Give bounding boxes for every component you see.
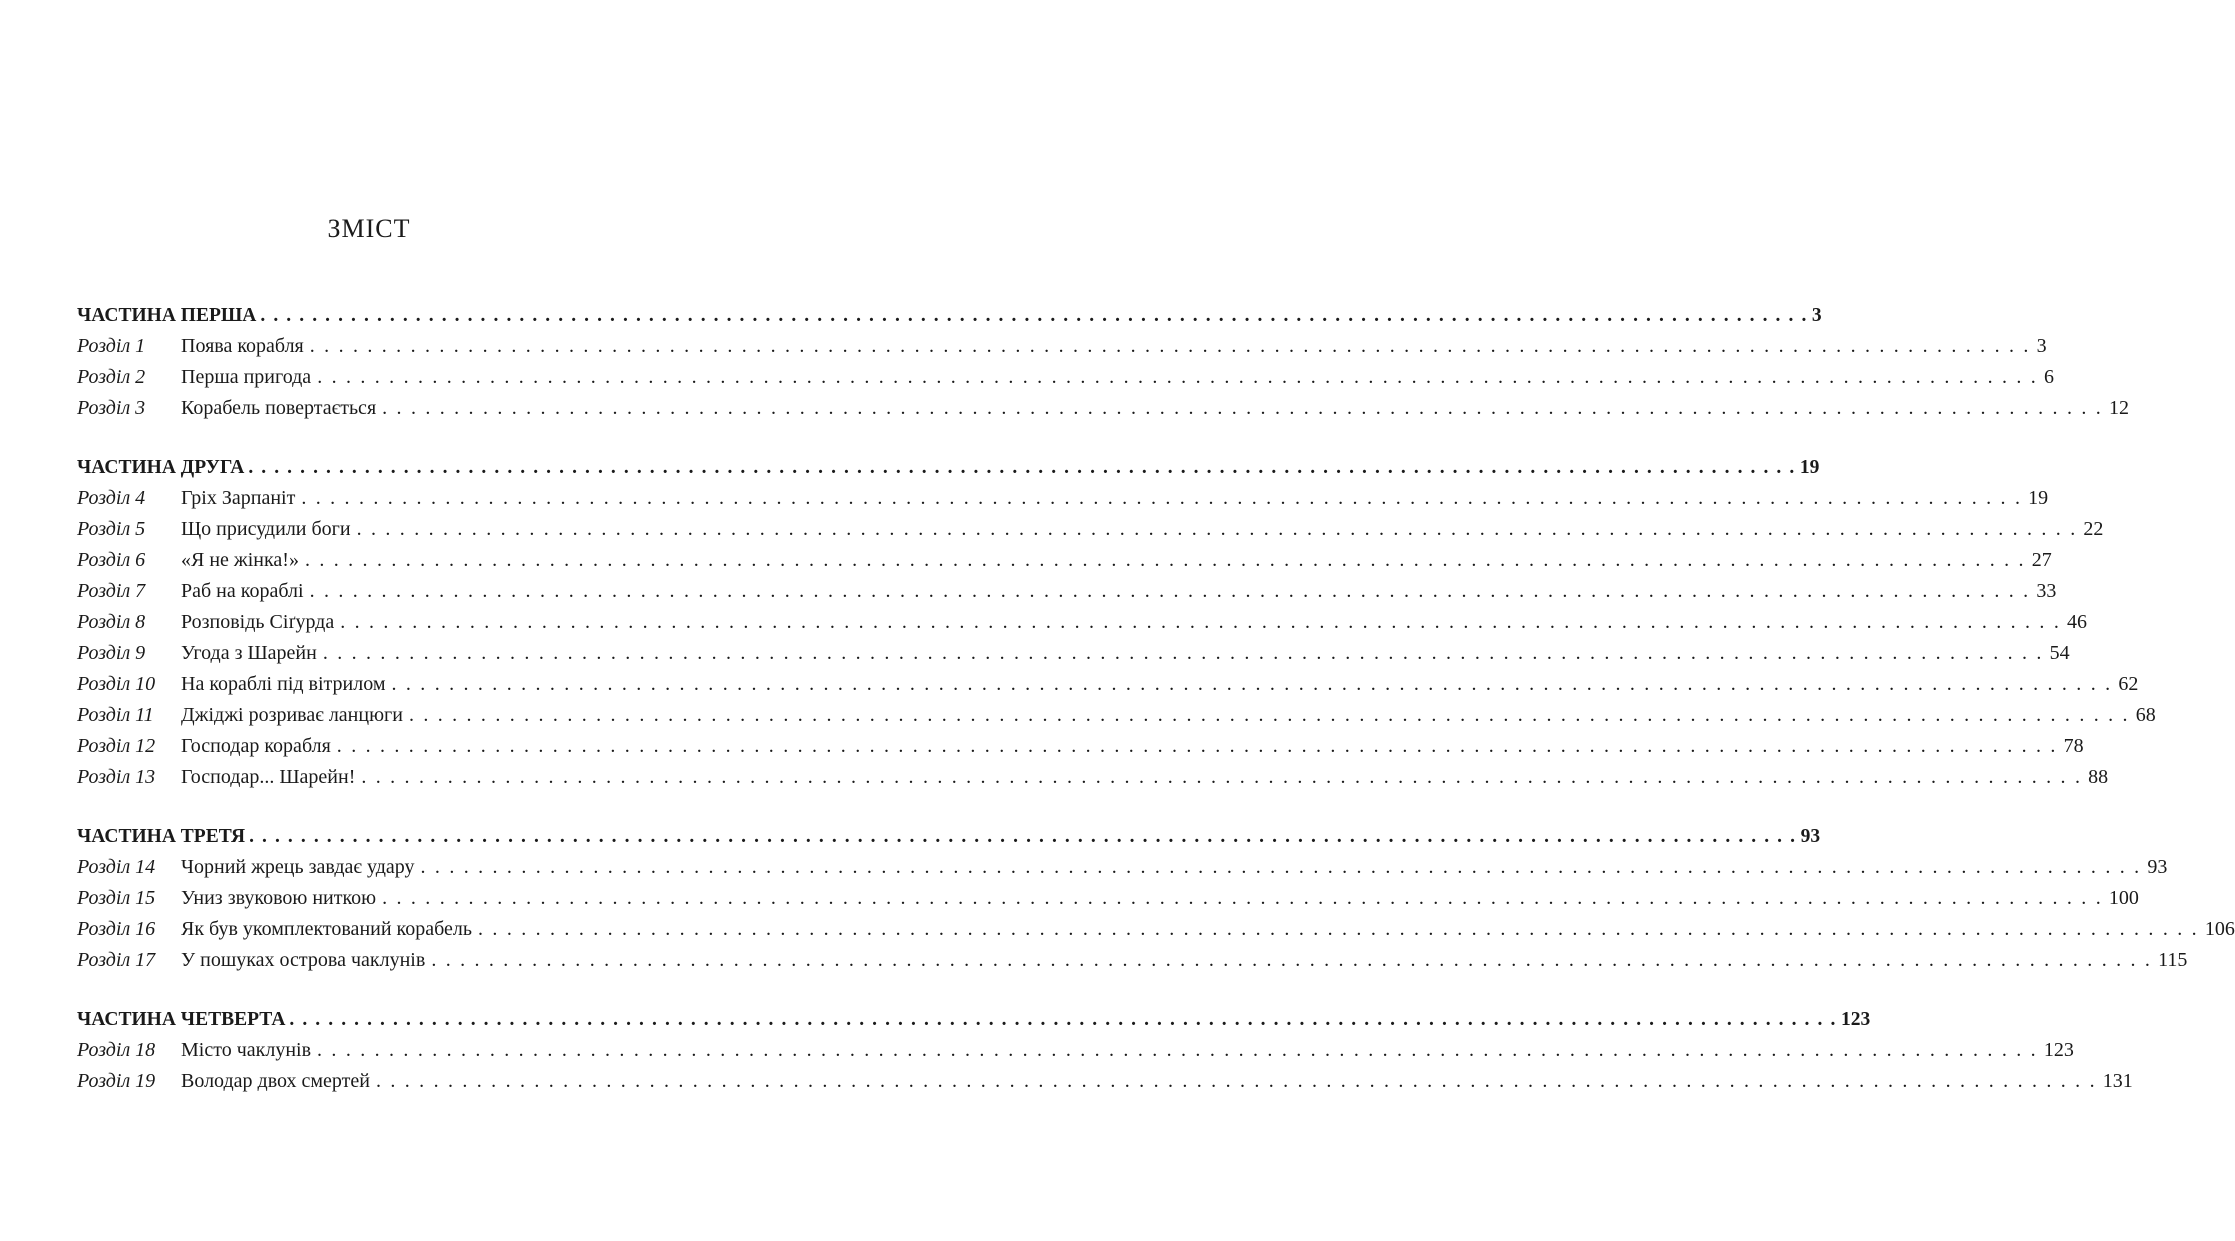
dot-leader: . . . . . . . . . . . . . . . . . . . . . . . . . . . . . . . . . . . . . . . . . . . . . . . . . . . . . . . . . . . . . . . . . . . . . . . . . . . . . . . . . . . . . . . . . . . . . . . . . . . . . . . . . . . . . . . . . . . . . . . .: [336, 735, 2058, 757]
chapter-page-number: 68: [2135, 704, 2156, 726]
part-title: ЧАСТИНА ПЕРША: [77, 305, 257, 326]
chapter-label: Розділ 2: [77, 366, 146, 388]
chapter-label: Розділ 13: [77, 766, 156, 788]
chapter-page-number: 19: [2028, 487, 2049, 509]
chapter-entry[interactable]: [77, 852, 2168, 883]
chapter-title: Господар... Шарейн!: [181, 766, 356, 788]
part-heading[interactable]: [77, 300, 1822, 331]
dot-leader: . . . . . . . . . . . . . . . . . . . . . . . . . . . . . . . . . . . . . . . . . . . . . . . . . . . . . . . . . . . . . . . . . . . . . . . . . . . . . . . . . . . . . . . . . . . . . . . . . . . . . . . . . . . . . . . . . . . . . . . .: [260, 305, 1808, 326]
dot-leader: . . . . . . . . . . . . . . . . . . . . . . . . . . . . . . . . . . . . . . . . . . . . . . . . . . . . . . . . . . . . . . . . . . . . . . . . . . . . . . . . . . . . . . . . . . . . . . . . . . . . . . . . . . . . . . . . . . . . . . . .: [382, 887, 2103, 909]
toc-part: [77, 452, 2156, 793]
chapter-title: Раб на кораблі: [181, 580, 304, 602]
part-title: ЧАСТИНА ДРУГА: [77, 457, 245, 478]
dot-leader: . . . . . . . . . . . . . . . . . . . . . . . . . . . . . . . . . . . . . . . . . . . . . . . . . . . . . . . . . . . . . . . . . . . . . . . . . . . . . . . . . . . . . . . . . . . . . . . . . . . . . . . . . . . . . . . . . . . . . . . .: [408, 704, 2130, 726]
chapter-title: Угода з Шарейн: [181, 642, 317, 664]
chapter-title: Як був укомплектований корабель: [181, 918, 473, 940]
chapter-entry[interactable]: [77, 331, 2047, 362]
chapter-title: Перша пригода: [181, 366, 312, 388]
dot-leader: . . . . . . . . . . . . . . . . . . . . . . . . . . . . . . . . . . . . . . . . . . . . . . . . . . . . . . . . . . . . . . . . . . . . . . . . . . . . . . . . . . . . . . . . . . . . . . . . . . . . . . . . . . . . . . . . . . . . . . . .: [309, 580, 2031, 602]
chapter-title: Що присудили боги: [181, 518, 351, 540]
chapter-label: Розділ 4: [77, 487, 146, 509]
dot-leader: . . . . . . . . . . . . . . . . . . . . . . . . . . . . . . . . . . . . . . . . . . . . . . . . . . . . . . . . . . . . . . . . . . . . . . . . . . . . . . . . . . . . . . . . . . . . . . . . . . . . . . . . . . . . . . . . . . . . . . . .: [420, 856, 2142, 878]
part-page-number: 123: [1840, 1009, 1871, 1030]
chapter-entry[interactable]: [77, 576, 2057, 607]
dot-leader: . . . . . . . . . . . . . . . . . . . . . . . . . . . . . . . . . . . . . . . . . . . . . . . . . . . . . . . . . . . . . . . . . . . . . . . . . . . . . . . . . . . . . . . . . . . . . . . . . . . . . . . . . . . . . . . . . . . . . . . .: [322, 642, 2044, 664]
chapter-page-number: 3: [2036, 335, 2047, 357]
chapter-page-number: 93: [2147, 856, 2168, 878]
dot-leader: . . . . . . . . . . . . . . . . . . . . . . . . . . . . . . . . . . . . . . . . . . . . . . . . . . . . . . . . . . . . . . . . . . . . . . . . . . . . . . . . . . . . . . . . . . . . . . . . . . . . . . . . . . . . . . . . . . . . . . . .: [304, 549, 2026, 571]
chapter-title: На кораблі під вітрилом: [181, 673, 386, 695]
chapter-label: Розділ 12: [77, 735, 156, 757]
chapter-title: «Я не жінка!»: [181, 549, 299, 571]
dot-leader: . . . . . . . . . . . . . . . . . . . . . . . . . . . . . . . . . . . . . . . . . . . . . . . . . . . . . . . . . . . . . . . . . . . . . . . . . . . . . . . . . . . . . . . . . . . . . . . . . . . . . . . . . . . . . . . . . . . . . . . .: [289, 1009, 1837, 1030]
chapter-entry[interactable]: [77, 638, 2070, 669]
chapter-title: Гріх Зарпаніт: [181, 487, 296, 509]
chapter-label: Розділ 19: [77, 1070, 156, 1092]
chapter-title: Поява корабля: [181, 335, 304, 357]
dot-leader: . . . . . . . . . . . . . . . . . . . . . . . . . . . . . . . . . . . . . . . . . . . . . . . . . . . . . . . . . . . . . . . . . . . . . . . . . . . . . . . . . . . . . . . . . . . . . . . . . . . . . . . . . . . . . . . . . . . . . . . .: [478, 918, 2199, 940]
chapter-page-number: 6: [2044, 366, 2054, 388]
chapter-label: Розділ 14: [77, 856, 156, 878]
chapter-label: Розділ 9: [77, 642, 146, 664]
chapter-title: Джіджі розриває ланцюги: [181, 704, 403, 726]
chapter-label: Розділ 7: [77, 580, 146, 602]
part-title: ЧАСТИНА ТРЕТЯ: [77, 826, 246, 847]
chapter-title: Господар корабля: [181, 735, 331, 757]
table-of-contents: [77, 300, 2235, 1125]
dot-leader: . . . . . . . . . . . . . . . . . . . . . . . . . . . . . . . . . . . . . . . . . . . . . . . . . . . . . . . . . . . . . . . . . . . . . . . . . . . . . . . . . . . . . . . . . . . . . . . . . . . . . . . . . . . . . . . . . . . . . . . .: [375, 1070, 2097, 1092]
chapter-page-number: 54: [2049, 642, 2070, 664]
chapter-label: Розділ 6: [77, 549, 146, 571]
chapter-label: Розділ 3: [77, 397, 146, 419]
part-heading[interactable]: [77, 452, 1820, 483]
chapter-page-number: 27: [2031, 549, 2052, 571]
part-heading[interactable]: [77, 1004, 1871, 1035]
chapter-page-number: 33: [2036, 580, 2057, 602]
chapter-entry[interactable]: [77, 945, 2188, 976]
dot-leader: . . . . . . . . . . . . . . . . . . . . . . . . . . . . . . . . . . . . . . . . . . . . . . . . . . . . . . . . . . . . . . . . . . . . . . . . . . . . . . . . . . . . . . . . . . . . . . . . . . . . . . . . . . . . . . . . . . . . . . . .: [382, 397, 2103, 419]
dot-leader: . . . . . . . . . . . . . . . . . . . . . . . . . . . . . . . . . . . . . . . . . . . . . . . . . . . . . . . . . . . . . . . . . . . . . . . . . . . . . . . . . . . . . . . . . . . . . . . . . . . . . . . . . . . . . . . . . . . . . . . .: [340, 611, 2062, 633]
chapter-title: Корабель повертається: [181, 397, 377, 419]
chapter-label: Розділ 15: [77, 887, 156, 909]
chapter-page-number: 131: [2102, 1070, 2133, 1092]
page-title: ЗМІСТ: [327, 214, 411, 243]
dot-leader: . . . . . . . . . . . . . . . . . . . . . . . . . . . . . . . . . . . . . . . . . . . . . . . . . . . . . . . . . . . . . . . . . . . . . . . . . . . . . . . . . . . . . . . . . . . . . . . . . . . . . . . . . . . . . . . . . . . . . . . .: [361, 766, 2083, 788]
dot-leader: . . . . . . . . . . . . . . . . . . . . . . . . . . . . . . . . . . . . . . . . . . . . . . . . . . . . . . . . . . . . . . . . . . . . . . . . . . . . . . . . . . . . . . . . . . . . . . . . . . . . . . . . . . . . . . . . . . . . . . . .: [317, 1039, 2038, 1061]
toc-part: [77, 821, 2235, 976]
chapter-page-number: 78: [2063, 735, 2084, 757]
chapter-label: Розділ 18: [77, 1039, 156, 1061]
chapter-title: У пошуках острова чаклунів: [181, 949, 426, 971]
chapter-page-number: 12: [2108, 397, 2129, 419]
chapter-page-number: 62: [2118, 673, 2139, 695]
chapter-entry[interactable]: [77, 731, 2084, 762]
dot-leader: . . . . . . . . . . . . . . . . . . . . . . . . . . . . . . . . . . . . . . . . . . . . . . . . . . . . . . . . . . . . . . . . . . . . . . . . . . . . . . . . . . . . . . . . . . . . . . . . . . . . . . . . . . . . . . . . . . . . . . . .: [309, 335, 2031, 357]
chapter-entry[interactable]: [77, 483, 2049, 514]
chapter-entry[interactable]: [77, 1066, 2133, 1097]
chapter-entry[interactable]: [77, 514, 2104, 545]
chapter-label: Розділ 16: [77, 918, 156, 940]
chapter-label: Розділ 11: [77, 704, 154, 726]
chapter-title: Розповідь Сіґурда: [181, 611, 335, 633]
part-page-number: 19: [1799, 457, 1820, 478]
chapter-page-number: 123: [2043, 1039, 2074, 1061]
chapter-entry[interactable]: [77, 545, 2052, 576]
chapter-entry[interactable]: [77, 607, 2088, 638]
chapter-entry[interactable]: [77, 883, 2139, 914]
part-title: ЧАСТИНА ЧЕТВЕРТА: [77, 1009, 286, 1030]
dot-leader: . . . . . . . . . . . . . . . . . . . . . . . . . . . . . . . . . . . . . . . . . . . . . . . . . . . . . . . . . . . . . . . . . . . . . . . . . . . . . . . . . . . . . . . . . . . . . . . . . . . . . . . . . . . . . . . . . . . . . . . .: [431, 949, 2153, 971]
chapter-label: Розділ 8: [77, 611, 146, 633]
dot-leader: . . . . . . . . . . . . . . . . . . . . . . . . . . . . . . . . . . . . . . . . . . . . . . . . . . . . . . . . . . . . . . . . . . . . . . . . . . . . . . . . . . . . . . . . . . . . . . . . . . . . . . . . . . . . . . . . . . . . . . . .: [356, 518, 2078, 540]
chapter-entry[interactable]: [77, 762, 2109, 793]
chapter-label: Розділ 17: [77, 949, 156, 971]
dot-leader: . . . . . . . . . . . . . . . . . . . . . . . . . . . . . . . . . . . . . . . . . . . . . . . . . . . . . . . . . . . . . . . . . . . . . . . . . . . . . . . . . . . . . . . . . . . . . . . . . . . . . . . . . . . . . . . . . . . . . . . .: [301, 487, 2023, 509]
chapter-entry[interactable]: [77, 669, 2139, 700]
chapter-page-number: 106: [2204, 918, 2235, 940]
chapter-title: Чорний жрець завдає удару: [181, 856, 415, 878]
toc-part: [77, 300, 2129, 424]
part-heading[interactable]: [77, 821, 1821, 852]
dot-leader: . . . . . . . . . . . . . . . . . . . . . . . . . . . . . . . . . . . . . . . . . . . . . . . . . . . . . . . . . . . . . . . . . . . . . . . . . . . . . . . . . . . . . . . . . . . . . . . . . . . . . . . . . . . . . . . . . . . . . . . .: [317, 366, 2038, 388]
chapter-entry[interactable]: [77, 393, 2129, 424]
chapter-entry[interactable]: [77, 914, 2235, 945]
chapter-label: Розділ 10: [77, 673, 156, 695]
chapter-title: Місто чаклунів: [181, 1039, 312, 1061]
chapter-title: Володар двох смертей: [181, 1070, 370, 1092]
chapter-label: Розділ 1: [77, 335, 146, 357]
chapter-page-number: 100: [2108, 887, 2139, 909]
chapter-page-number: 46: [2067, 611, 2088, 633]
part-page-number: 3: [1811, 305, 1822, 326]
dot-leader: . . . . . . . . . . . . . . . . . . . . . . . . . . . . . . . . . . . . . . . . . . . . . . . . . . . . . . . . . . . . . . . . . . . . . . . . . . . . . . . . . . . . . . . . . . . . . . . . . . . . . . . . . . . . . . . . . . . . . . . .: [391, 673, 2113, 695]
chapter-entry[interactable]: [77, 1035, 2074, 1066]
dot-leader: . . . . . . . . . . . . . . . . . . . . . . . . . . . . . . . . . . . . . . . . . . . . . . . . . . . . . . . . . . . . . . . . . . . . . . . . . . . . . . . . . . . . . . . . . . . . . . . . . . . . . . . . . . . . . . . . . . . . . . . .: [248, 457, 1796, 478]
part-page-number: 93: [1800, 826, 1821, 847]
dot-leader: . . . . . . . . . . . . . . . . . . . . . . . . . . . . . . . . . . . . . . . . . . . . . . . . . . . . . . . . . . . . . . . . . . . . . . . . . . . . . . . . . . . . . . . . . . . . . . . . . . . . . . . . . . . . . . . . . . . . . . . .: [249, 826, 1797, 847]
chapter-entry[interactable]: [77, 700, 2156, 731]
toc-part: [77, 1004, 2133, 1097]
chapter-title: Униз звуковою ниткою: [181, 887, 377, 909]
chapter-entry[interactable]: [77, 362, 2054, 393]
chapter-page-number: 115: [2158, 949, 2188, 971]
chapter-page-number: 88: [2088, 766, 2109, 788]
chapter-page-number: 22: [2083, 518, 2104, 540]
chapter-label: Розділ 5: [77, 518, 146, 540]
